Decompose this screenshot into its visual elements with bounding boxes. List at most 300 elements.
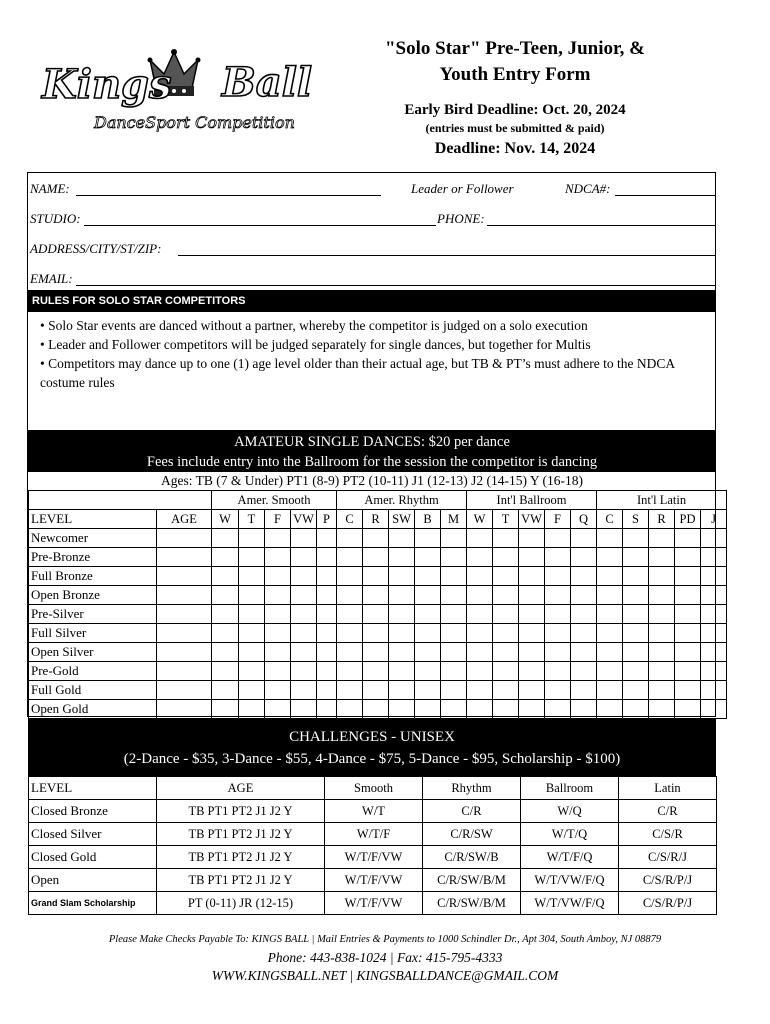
dance-entry-cell[interactable]	[317, 624, 337, 643]
challenge-row	[29, 869, 717, 892]
challenge-rhythm-option[interactable]: C/R/SW/B	[423, 846, 521, 869]
challenge-latin-option[interactable]: C/S/R/P/J	[619, 892, 717, 915]
dance-entry-cell[interactable]	[239, 586, 265, 605]
dance-entry-cell[interactable]	[701, 624, 727, 643]
dance-entry-cell[interactable]	[571, 643, 597, 662]
dance-entry-cell[interactable]	[519, 586, 545, 605]
dance-entry-cell[interactable]	[597, 681, 623, 700]
dance-header: R	[363, 510, 389, 529]
logo-tagline: DanceSport Competition	[94, 113, 295, 132]
dance-entry-cell[interactable]	[415, 624, 441, 643]
dance-entry-cell[interactable]	[519, 681, 545, 700]
dance-header: J	[701, 510, 727, 529]
dance-entry-cell[interactable]	[701, 643, 727, 662]
challenge-level: Closed Silver	[29, 823, 157, 846]
name-label: NAME:	[30, 181, 70, 196]
dance-entry-cell[interactable]	[545, 567, 571, 586]
challenge-row	[29, 892, 717, 915]
dance-entry-cell[interactable]	[623, 605, 649, 624]
dance-entry-cell[interactable]	[389, 624, 415, 643]
dance-entry-cell[interactable]	[441, 605, 467, 624]
dance-header: R	[649, 510, 675, 529]
dance-entry-cell[interactable]	[493, 586, 519, 605]
dance-entry-cell[interactable]	[389, 567, 415, 586]
dance-entry-cell[interactable]	[649, 529, 675, 548]
dance-entry-cell[interactable]	[441, 681, 467, 700]
final-deadline: Deadline: Nov. 14, 2024	[434, 140, 596, 157]
dance-entry-cell[interactable]	[265, 681, 291, 700]
age-entry-cell[interactable]	[157, 529, 212, 548]
dance-entry-cell[interactable]	[291, 529, 317, 548]
dance-entry-cell[interactable]	[317, 681, 337, 700]
dance-entry-cell[interactable]	[623, 567, 649, 586]
dance-entry-cell[interactable]	[317, 643, 337, 662]
dance-entry-cell[interactable]	[317, 662, 337, 681]
dance-entry-cell[interactable]	[337, 586, 363, 605]
challenge-latin-option[interactable]: C/S/R/P/J	[619, 869, 717, 892]
ndca-input[interactable]	[615, 195, 715, 196]
dance-entry-cell[interactable]	[519, 529, 545, 548]
challenge-age-option[interactable]: TB PT1 PT2 J1 J2 Y	[157, 869, 325, 892]
dance-entry-cell[interactable]	[239, 567, 265, 586]
challenge-smooth-option[interactable]: W/T/F/VW	[325, 892, 423, 915]
dance-entry-cell[interactable]	[389, 548, 415, 567]
dance-entry-cell[interactable]	[441, 643, 467, 662]
dance-entry-cell[interactable]	[317, 700, 337, 719]
challenge-ballroom-option[interactable]: W/T/F/Q	[521, 846, 619, 869]
dance-entry-cell[interactable]	[597, 529, 623, 548]
dance-entry-cell[interactable]	[389, 643, 415, 662]
dance-entry-cell[interactable]	[545, 662, 571, 681]
age-entry-cell[interactable]	[157, 548, 212, 567]
challenge-level: Grand Slam Scholarship	[29, 892, 157, 915]
dance-entry-cell[interactable]	[415, 567, 441, 586]
level-label: Newcomer	[29, 529, 157, 548]
dance-entry-cell[interactable]	[649, 662, 675, 681]
dance-entry-cell[interactable]	[291, 624, 317, 643]
dance-entry-cell[interactable]	[493, 567, 519, 586]
dance-header: PD	[675, 510, 701, 529]
dance-entry-cell[interactable]	[597, 700, 623, 719]
dance-entry-cell[interactable]	[649, 700, 675, 719]
challenge-row	[29, 823, 717, 846]
dance-entry-cell[interactable]	[571, 529, 597, 548]
dance-entry-cell[interactable]	[493, 624, 519, 643]
dance-entry-cell[interactable]	[291, 586, 317, 605]
email-input[interactable]	[76, 285, 715, 286]
dance-entry-cell[interactable]	[519, 567, 545, 586]
dance-header: T	[239, 510, 265, 529]
dance-entry-cell[interactable]	[597, 605, 623, 624]
challenge-ballroom-option[interactable]: W/Q	[521, 800, 619, 823]
dance-entry-cell[interactable]	[363, 643, 389, 662]
dance-entry-cell[interactable]	[337, 605, 363, 624]
dance-entry-cell[interactable]	[623, 662, 649, 681]
dance-entry-cell[interactable]	[441, 700, 467, 719]
dance-entry-cell[interactable]	[441, 586, 467, 605]
challenge-column-header: Smooth	[325, 777, 423, 800]
address-input[interactable]	[178, 255, 715, 256]
dance-entry-cell[interactable]	[519, 700, 545, 719]
dance-entry-cell[interactable]	[545, 548, 571, 567]
dance-entry-cell[interactable]	[239, 529, 265, 548]
dance-entry-cell[interactable]	[415, 681, 441, 700]
rules-list	[40, 316, 710, 392]
dance-entry-cell[interactable]	[675, 548, 701, 567]
dance-entry-cell[interactable]	[623, 529, 649, 548]
age-entry-cell[interactable]	[157, 624, 212, 643]
dance-header: W	[212, 510, 239, 529]
phone-label: PHONE:	[437, 211, 485, 226]
dance-entry-cell[interactable]	[441, 624, 467, 643]
dance-entry-cell[interactable]	[317, 605, 337, 624]
dance-entry-cell[interactable]	[317, 529, 337, 548]
dance-entry-cell[interactable]	[265, 643, 291, 662]
dance-entry-cell[interactable]	[467, 681, 493, 700]
challenge-age-option[interactable]: TB PT1 PT2 J1 J2 Y	[157, 823, 325, 846]
dance-entry-cell[interactable]	[363, 567, 389, 586]
dance-entry-cell[interactable]	[239, 681, 265, 700]
dance-entry-cell[interactable]	[212, 681, 239, 700]
challenge-column-header: AGE	[157, 777, 325, 800]
dance-entry-cell[interactable]	[212, 643, 239, 662]
dance-entry-cell[interactable]	[597, 643, 623, 662]
dance-entry-cell[interactable]	[337, 529, 363, 548]
challenge-ballroom-option[interactable]: W/T/VW/F/Q	[521, 869, 619, 892]
dance-entry-cell[interactable]	[317, 586, 337, 605]
dance-entry-cell[interactable]	[389, 700, 415, 719]
dance-entry-cell[interactable]	[571, 700, 597, 719]
dance-entry-cell[interactable]	[467, 643, 493, 662]
dance-entry-cell[interactable]	[212, 624, 239, 643]
email-label: EMAIL:	[30, 271, 73, 286]
ndca-label: NDCA#:	[565, 181, 611, 196]
challenge-smooth-option[interactable]: W/T/F/VW	[325, 869, 423, 892]
dance-entry-cell[interactable]	[701, 567, 727, 586]
style-header: Amer. Smooth	[212, 491, 337, 510]
dance-entry-cell[interactable]	[337, 681, 363, 700]
dance-entry-cell[interactable]	[701, 548, 727, 567]
dance-entry-cell[interactable]	[337, 548, 363, 567]
dance-entry-cell[interactable]	[337, 700, 363, 719]
challenges-header	[28, 718, 716, 776]
rule-item: • Leader and Follower competitors will be judged separately for single dances, but together for Multis	[40, 337, 591, 352]
dance-entry-cell[interactable]	[212, 567, 239, 586]
dance-entry-cell[interactable]	[389, 529, 415, 548]
dance-entry-cell[interactable]	[519, 643, 545, 662]
dance-entry-cell[interactable]	[441, 662, 467, 681]
level-row	[29, 643, 727, 662]
dance-entry-cell[interactable]	[212, 529, 239, 548]
dance-entry-cell[interactable]	[467, 586, 493, 605]
challenge-smooth-option[interactable]: W/T/F/VW	[325, 846, 423, 869]
dance-entry-cell[interactable]	[493, 662, 519, 681]
dance-entry-cell[interactable]	[317, 567, 337, 586]
dance-entry-cell[interactable]	[545, 586, 571, 605]
dance-entry-cell[interactable]	[265, 700, 291, 719]
dance-entry-cell[interactable]	[337, 567, 363, 586]
dance-header: P	[317, 510, 337, 529]
challenge-latin-option[interactable]: C/S/R	[619, 823, 717, 846]
phone-input[interactable]	[487, 225, 715, 226]
dance-entry-cell[interactable]	[441, 567, 467, 586]
dance-entry-cell[interactable]	[493, 529, 519, 548]
dance-entry-cell[interactable]	[571, 586, 597, 605]
studio-label: STUDIO:	[30, 211, 81, 226]
dance-entry-cell[interactable]	[239, 700, 265, 719]
dance-entry-cell[interactable]	[675, 643, 701, 662]
dance-entry-cell[interactable]	[239, 662, 265, 681]
challenge-smooth-option[interactable]: W/T/F	[325, 823, 423, 846]
challenge-rhythm-option[interactable]: C/R/SW	[423, 823, 521, 846]
dance-entry-cell[interactable]	[415, 529, 441, 548]
dance-entry-cell[interactable]	[239, 605, 265, 624]
level-label: Full Gold	[29, 681, 157, 700]
dance-entry-cell[interactable]	[467, 567, 493, 586]
dance-entry-cell[interactable]	[291, 548, 317, 567]
age-entry-cell[interactable]	[157, 662, 212, 681]
dance-entry-cell[interactable]	[415, 548, 441, 567]
dance-entry-cell[interactable]	[597, 662, 623, 681]
challenge-row	[29, 846, 717, 869]
challenge-age-option[interactable]: TB PT1 PT2 J1 J2 Y	[157, 800, 325, 823]
dance-entry-cell[interactable]	[441, 529, 467, 548]
dance-entry-cell[interactable]	[675, 700, 701, 719]
dance-entry-cell[interactable]	[519, 548, 545, 567]
dance-entry-cell[interactable]	[597, 624, 623, 643]
dance-entry-cell[interactable]	[389, 586, 415, 605]
dance-entry-cell[interactable]	[545, 529, 571, 548]
dance-entry-cell[interactable]	[597, 548, 623, 567]
dance-header: VW	[291, 510, 317, 529]
dance-entry-cell[interactable]	[649, 605, 675, 624]
dance-entry-cell[interactable]	[571, 567, 597, 586]
dance-header: S	[623, 510, 649, 529]
deadlines	[370, 100, 660, 160]
dance-entry-cell[interactable]	[701, 681, 727, 700]
dance-entry-cell[interactable]	[545, 700, 571, 719]
dance-entry-cell[interactable]	[265, 662, 291, 681]
dance-entry-cell[interactable]	[649, 643, 675, 662]
level-header: LEVEL	[29, 510, 157, 529]
dance-entry-cell[interactable]	[519, 605, 545, 624]
dance-entry-cell[interactable]	[597, 567, 623, 586]
dance-entry-cell[interactable]	[239, 548, 265, 567]
dance-entry-cell[interactable]	[265, 548, 291, 567]
dance-entry-cell[interactable]	[701, 529, 727, 548]
dance-entry-cell[interactable]	[363, 548, 389, 567]
dance-entry-cell[interactable]	[415, 662, 441, 681]
dance-entry-cell[interactable]	[493, 681, 519, 700]
dance-entry-cell[interactable]	[675, 586, 701, 605]
dance-entry-cell[interactable]	[545, 624, 571, 643]
dance-entry-cell[interactable]	[623, 624, 649, 643]
blank-cell	[29, 491, 212, 510]
name-input[interactable]	[76, 195, 381, 196]
dance-entry-cell[interactable]	[545, 605, 571, 624]
dance-entry-cell[interactable]	[467, 529, 493, 548]
dance-entry-cell[interactable]	[389, 605, 415, 624]
age-entry-cell[interactable]	[157, 586, 212, 605]
dance-entry-cell[interactable]	[291, 662, 317, 681]
dance-entry-cell[interactable]	[701, 700, 727, 719]
dance-entry-cell[interactable]	[649, 586, 675, 605]
dance-entry-cell[interactable]	[623, 643, 649, 662]
dance-entry-cell[interactable]	[317, 548, 337, 567]
dance-entry-cell[interactable]	[467, 662, 493, 681]
dance-entry-cell[interactable]	[623, 681, 649, 700]
rules-title: RULES FOR SOLO STAR COMPETITORS	[28, 290, 716, 312]
level-label: Open Gold	[29, 700, 157, 719]
challenge-rhythm-option[interactable]: C/R	[423, 800, 521, 823]
dance-entry-cell[interactable]	[675, 529, 701, 548]
footer-mailing: Please Make Checks Payable To: KINGS BALL | Mail Entries & Payments to 1000 Schindler Dr., Apt 304, South Amboy, NJ 08879	[108, 934, 662, 945]
dance-entry-cell[interactable]	[675, 624, 701, 643]
dance-entry-cell[interactable]	[571, 681, 597, 700]
challenge-age-option[interactable]: PT (0-11) JR (12-15)	[157, 892, 325, 915]
dance-entry-cell[interactable]	[363, 662, 389, 681]
studio-input[interactable]	[84, 225, 436, 226]
challenge-age-option[interactable]: TB PT1 PT2 J1 J2 Y	[157, 846, 325, 869]
dance-header: B	[415, 510, 441, 529]
level-row	[29, 662, 727, 681]
leader-follower-label[interactable]: Leader or Follower	[411, 181, 514, 196]
dance-entry-cell[interactable]	[701, 605, 727, 624]
dance-entry-cell[interactable]	[291, 605, 317, 624]
age-entry-cell[interactable]	[157, 643, 212, 662]
dance-entry-cell[interactable]	[623, 548, 649, 567]
dance-entry-cell[interactable]	[389, 681, 415, 700]
amateur-dance-table	[28, 490, 727, 719]
dance-entry-cell[interactable]	[597, 586, 623, 605]
age-entry-cell[interactable]	[157, 605, 212, 624]
challenge-column-header: LEVEL	[29, 777, 157, 800]
dance-entry-cell[interactable]	[571, 624, 597, 643]
challenge-rhythm-option[interactable]: C/R/SW/B/M	[423, 892, 521, 915]
dance-entry-cell[interactable]	[212, 662, 239, 681]
dance-entry-cell[interactable]	[623, 700, 649, 719]
challenge-rhythm-option[interactable]: C/R/SW/B/M	[423, 869, 521, 892]
dance-entry-cell[interactable]	[493, 643, 519, 662]
dance-entry-cell[interactable]	[363, 586, 389, 605]
dance-entry-cell[interactable]	[363, 681, 389, 700]
challenge-smooth-option[interactable]: W/T	[325, 800, 423, 823]
dance-entry-cell[interactable]	[493, 548, 519, 567]
level-label: Open Silver	[29, 643, 157, 662]
dance-entry-cell[interactable]	[493, 700, 519, 719]
dance-entry-cell[interactable]	[265, 567, 291, 586]
footer-phone: Phone: 443-838-1024 | Fax: 415-795-4333	[267, 950, 503, 965]
dance-entry-cell[interactable]	[545, 643, 571, 662]
dance-entry-cell[interactable]	[415, 586, 441, 605]
dance-entry-cell[interactable]	[212, 548, 239, 567]
dance-entry-cell[interactable]	[623, 586, 649, 605]
dance-header: VW	[519, 510, 545, 529]
dance-entry-cell[interactable]	[212, 700, 239, 719]
level-row	[29, 624, 727, 643]
challenge-latin-option[interactable]: C/S/R/J	[619, 846, 717, 869]
dance-entry-cell[interactable]	[265, 624, 291, 643]
dance-entry-cell[interactable]	[519, 624, 545, 643]
dance-entry-cell[interactable]	[389, 662, 415, 681]
dance-entry-cell[interactable]	[363, 700, 389, 719]
dance-entry-cell[interactable]	[571, 605, 597, 624]
dance-entry-cell[interactable]	[701, 662, 727, 681]
challenge-ballroom-option[interactable]: W/T/Q	[521, 823, 619, 846]
dance-entry-cell[interactable]	[265, 586, 291, 605]
dance-entry-cell[interactable]	[291, 700, 317, 719]
dance-entry-cell[interactable]	[441, 548, 467, 567]
dance-entry-cell[interactable]	[291, 681, 317, 700]
dance-entry-cell[interactable]	[675, 681, 701, 700]
dance-entry-cell[interactable]	[363, 605, 389, 624]
level-row	[29, 529, 727, 548]
dance-entry-cell[interactable]	[571, 662, 597, 681]
dance-entry-cell[interactable]	[519, 662, 545, 681]
dance-entry-cell[interactable]	[467, 605, 493, 624]
age-entry-cell[interactable]	[157, 700, 212, 719]
level-row	[29, 548, 727, 567]
dance-entry-cell[interactable]	[239, 643, 265, 662]
dance-entry-cell[interactable]	[545, 681, 571, 700]
dance-entry-cell[interactable]	[649, 548, 675, 567]
challenge-ballroom-option[interactable]: W/T/VW/F/Q	[521, 892, 619, 915]
dance-entry-cell[interactable]	[675, 605, 701, 624]
level-label: Pre-Bronze	[29, 548, 157, 567]
dance-entry-cell[interactable]	[649, 681, 675, 700]
dance-entry-cell[interactable]	[265, 529, 291, 548]
footer-web[interactable]: WWW.KINGSBALL.NET | KINGSBALLDANCE@GMAIL.COM	[211, 968, 559, 983]
dance-entry-cell[interactable]	[291, 567, 317, 586]
dance-entry-cell[interactable]	[467, 624, 493, 643]
dance-entry-cell[interactable]	[337, 624, 363, 643]
amateur-title: AMATEUR SINGLE DANCES: $20 per dance	[234, 434, 510, 450]
dance-entry-cell[interactable]	[701, 586, 727, 605]
challenges-header-row	[29, 777, 717, 800]
dance-entry-cell[interactable]	[363, 529, 389, 548]
dance-entry-cell[interactable]	[415, 605, 441, 624]
age-entry-cell[interactable]	[157, 681, 212, 700]
dance-entry-cell[interactable]	[212, 586, 239, 605]
dance-entry-cell[interactable]	[493, 605, 519, 624]
dance-entry-cell[interactable]	[265, 605, 291, 624]
age-categories: Ages: TB (7 & Under) PT1 (8-9) PT2 (10-11) J1 (12-13) J2 (14-15) Y (16-18)	[161, 473, 583, 488]
dance-entry-cell[interactable]	[337, 643, 363, 662]
level-row	[29, 586, 727, 605]
dance-header: W	[467, 510, 493, 529]
dance-entry-cell[interactable]	[239, 624, 265, 643]
dance-entry-cell[interactable]	[571, 548, 597, 567]
dance-entry-cell[interactable]	[467, 700, 493, 719]
early-bird-deadline: Early Bird Deadline: Oct. 20, 2024	[404, 102, 626, 118]
age-entry-cell[interactable]	[157, 567, 212, 586]
dance-entry-cell[interactable]	[212, 605, 239, 624]
dance-entry-cell[interactable]	[363, 624, 389, 643]
rule-item: • Competitors may dance up to one (1) age level older than their actual age, but TB & PT’s must adhere to the NDCA costume rules	[40, 356, 675, 390]
dance-entry-cell[interactable]	[337, 662, 363, 681]
dance-entry-cell[interactable]	[675, 567, 701, 586]
dance-entry-cell[interactable]	[291, 643, 317, 662]
dance-entry-cell[interactable]	[415, 700, 441, 719]
dance-entry-cell[interactable]	[675, 662, 701, 681]
dance-entry-cell[interactable]	[415, 643, 441, 662]
dance-entry-cell[interactable]	[467, 548, 493, 567]
dance-entry-cell[interactable]	[649, 624, 675, 643]
level-label: Pre-Gold	[29, 662, 157, 681]
dance-header: C	[337, 510, 363, 529]
dance-entry-cell[interactable]	[649, 567, 675, 586]
challenge-latin-option[interactable]: C/R	[619, 800, 717, 823]
